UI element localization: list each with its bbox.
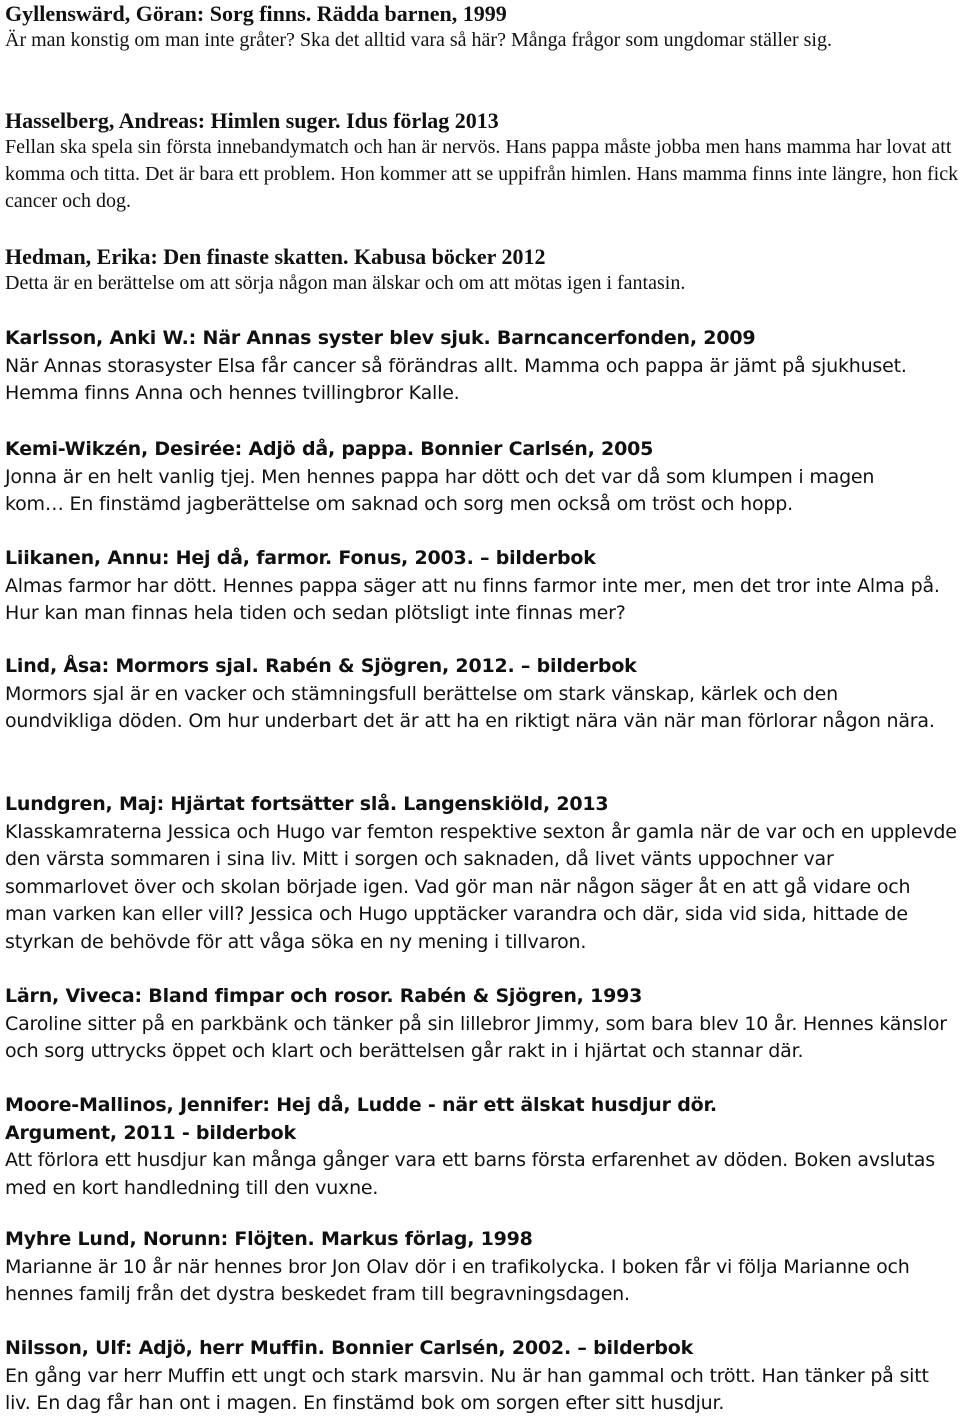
book-description: Är man konstig om man inte gråter? Ska det alltid vara så här? Många frågor som ungdomar ställer sig. [5, 29, 832, 51]
book-entry-hedman [5, 243, 957, 297]
book-title: Liikanen, Annu: Hej då, farmor. Fonus, 2003. – bilderbok [5, 547, 596, 569]
book-entry-lind [5, 653, 957, 736]
book-description: Att förlora ett husdjur kan många gånger vara ett barns första erfarenhet av döden. Boken avslutas med en kort handledning till den vuxne. [5, 1149, 935, 1199]
book-entry-gyllensward [5, 0, 957, 54]
book-title: Nilsson, Ulf: Adjö, herr Muffin. Bonnier Carlsén, 2002. – bilderbok [5, 1337, 694, 1359]
book-description: När Annas storasyster Elsa får cancer så förändras allt. Mamma och pappa är jämt på sjukhuset. Hemma finns Anna och hennes tvillingbror Kalle. [5, 354, 907, 404]
book-title: Lundgren, Maj: Hjärtat fortsätter slå. Langenskiöld, 2013 [5, 793, 609, 815]
book-title: Myhre Lund, Norunn: Flöjten. Markus förlag, 1998 [5, 1228, 533, 1250]
book-description: Jonna är en helt vanlig tjej. Men hennes pappa har dött och det var då som klumpen i magen kom… En finstämd jagberättelse om saknad och sorg men också om tröst och hopp. [5, 465, 875, 515]
book-title: Karlsson, Anki W.: När Annas syster blev sjuk. Barncancerfonden, 2009 [5, 327, 756, 349]
book-entry-kemi-wikzen [5, 436, 957, 519]
book-title: Lind, Åsa: Mormors sjal. Rabén & Sjögren, 2012. – bilderbok [5, 655, 637, 677]
book-entry-myhre-lund [5, 1226, 957, 1309]
book-description: Detta är en berättelse om att sörja någon man älskar och om att mötas igen i fantasin. [5, 272, 686, 294]
book-title: Gyllenswärd, Göran: Sorg finns. Rädda barnen, 1999 [5, 1, 507, 26]
book-description: Mormors sjal är en vacker och stämningsfull berättelse om stark vänskap, kärlek och den oundvikliga döden. Om hur underbart det är att ha en riktigt nära vän när man förlorar någon nära. [5, 682, 935, 732]
book-title: Kemi-Wikzén, Desirée: Adjö då, pappa. Bonnier Carlsén, 2005 [5, 438, 654, 460]
book-entry-liikanen [5, 545, 957, 628]
book-description: Klasskamraterna Jessica och Hugo var femton respektive sexton år gamla när de var och en upplevde den värsta sommaren i sina liv. Mitt i sorgen och saknaden, då livet vänts uppochner var sommarlovet över och skolan började igen. Vad gör man när någon säger åt en att gå vidare och man varken kan eller vill? Jessica och Hugo upptäcker varandra och där, sida vid sida, hittade de styrkan de behövde för att våga söka en ny mening i tillvaron. [5, 820, 957, 953]
book-description: Marianne är 10 år när hennes bror Jon Olav dör i en trafikolycka. I boken får vi följa Marianne och hennes familj från det dystra beskedet fram till begravningsdagen. [5, 1255, 910, 1305]
book-entry-larn [5, 983, 957, 1066]
book-title: Moore-Mallinos, Jennifer: Hej då, Ludde - när ett älskat husdjur dör. [5, 1094, 717, 1116]
book-description: En gång var herr Muffin ett ungt och stark marsvin. Nu är han gammal och trött. Han tänker på sitt liv. En dag får han ont i magen. En finstämd bok om sorgen efter sitt husdjur. [5, 1364, 929, 1414]
book-description: Almas farmor har dött. Hennes pappa säger att nu finns farmor inte mer, men det tror inte Alma på. Hur kan man finnas hela tiden och sedan plötsligt inte finnas mer? [5, 574, 940, 624]
book-title: Lärn, Viveca: Bland fimpar och rosor. Rabén & Sjögren, 1993 [5, 985, 643, 1007]
book-entry-hasselberg [5, 107, 957, 215]
book-description: Fellan ska spela sin första innebandymatch och han är nervös. Hans pappa måste jobba men hans mamma har lovat att komma och titta. Det är bara ett problem. Hon kommer att se uppifrån himlen. Hans mamma finns inte längre, hon fick cancer och dog. [5, 136, 959, 212]
book-title: Hasselberg, Andreas: Himlen suger. Idus förlag 2013 [5, 108, 499, 133]
book-title-continued: Argument, 2011 - bilderbok [5, 1121, 296, 1144]
book-title: Hedman, Erika: Den finaste skatten. Kabusa böcker 2012 [5, 244, 546, 269]
book-entry-lundgren [5, 791, 957, 956]
book-entry-nilsson [5, 1335, 957, 1418]
book-description: Caroline sitter på en parkbänk och tänker på sin lillebror Jimmy, som bara blev 10 år. Hennes känslor och sorg uttrycks öppet och klart och berättelsen går rakt in i hjärtat och stannar där. [5, 1012, 947, 1062]
book-entry-karlsson [5, 325, 957, 408]
book-entry-moore-mallinos [5, 1092, 957, 1202]
